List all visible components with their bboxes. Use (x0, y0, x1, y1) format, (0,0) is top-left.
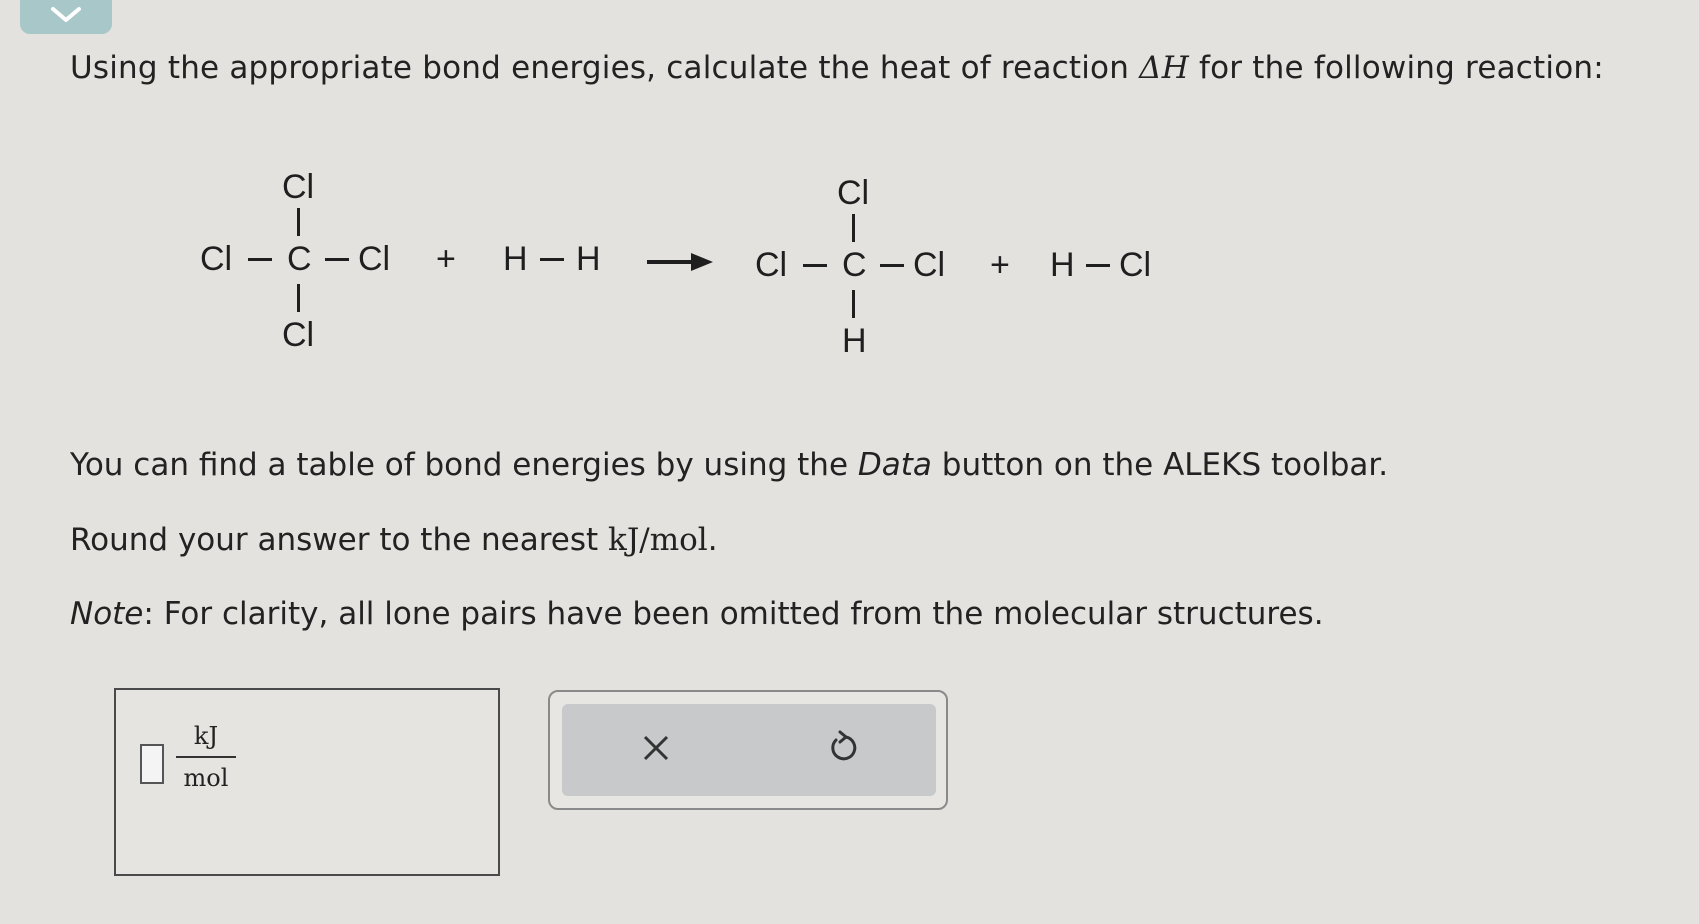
note-text (70, 596, 1324, 632)
prompt-lead: Using the appropriate bond energies, calculate the heat of reaction (70, 50, 1130, 86)
unit-denominator: mol (183, 764, 229, 792)
question-prompt (70, 50, 1604, 86)
undo-button[interactable] (813, 720, 873, 780)
fraction-bar (176, 756, 236, 758)
atom-cl-left: Cl (200, 240, 233, 278)
atom-cl-bottom: Cl (282, 316, 315, 354)
chevron-down-icon (49, 6, 83, 28)
note-body: : For clarity, all lone pairs have been omitted from the molecular structures. (143, 596, 1324, 632)
undo-icon (824, 729, 862, 771)
plus-sign: + (990, 246, 1010, 284)
hint-post: button on the ALEKS toolbar. (941, 447, 1389, 483)
bond-line (540, 258, 564, 261)
bond-line (297, 284, 300, 312)
atom-cl-right: Cl (913, 246, 946, 284)
round-post: . (707, 522, 718, 558)
atom-cl-top: Cl (837, 174, 870, 212)
atom-c-center: C (287, 240, 312, 278)
tool-button-bar (562, 704, 936, 796)
bond-line (880, 264, 904, 267)
atom-h-left: H (503, 240, 528, 278)
answer-input[interactable] (140, 744, 164, 784)
atom-cl-right: Cl (358, 240, 391, 278)
atom-h-right: H (576, 240, 601, 278)
atom-h-left: H (1050, 246, 1075, 284)
bond-line (852, 290, 855, 318)
note-label: Note (70, 596, 144, 632)
atom-cl-right: Cl (1119, 246, 1152, 284)
round-unit: kJ/mol (608, 522, 708, 558)
close-icon (639, 731, 673, 769)
clear-button[interactable] (626, 720, 686, 780)
delta-h-symbol: ΔH (1139, 50, 1189, 86)
atom-cl-top: Cl (282, 168, 315, 206)
unit-numerator: kJ (193, 722, 219, 750)
round-pre: Round your answer to the nearest (70, 522, 599, 558)
bond-line (1086, 264, 1110, 267)
bond-line (852, 214, 855, 242)
data-button-ref: Data (857, 447, 932, 483)
plus-sign: + (436, 240, 456, 278)
answer-tools (548, 690, 948, 810)
atom-h-bottom: H (842, 322, 867, 360)
atom-c-center: C (842, 246, 867, 284)
bond-line (325, 258, 349, 261)
rounding-instruction (70, 522, 718, 558)
reaction-diagram (190, 160, 1190, 380)
answer-area (114, 688, 500, 876)
bond-line (803, 264, 827, 267)
bond-line (248, 258, 272, 261)
bond-energy-hint (70, 447, 1388, 483)
prompt-tail: for the following reaction: (1199, 50, 1604, 86)
collapse-toggle-button[interactable] (20, 0, 112, 34)
hint-pre: You can find a table of bond energies by using the (70, 447, 849, 483)
bond-line (297, 208, 300, 236)
unit-fraction (176, 720, 236, 794)
atom-cl-left: Cl (755, 246, 788, 284)
reaction-arrow-icon (645, 250, 715, 274)
